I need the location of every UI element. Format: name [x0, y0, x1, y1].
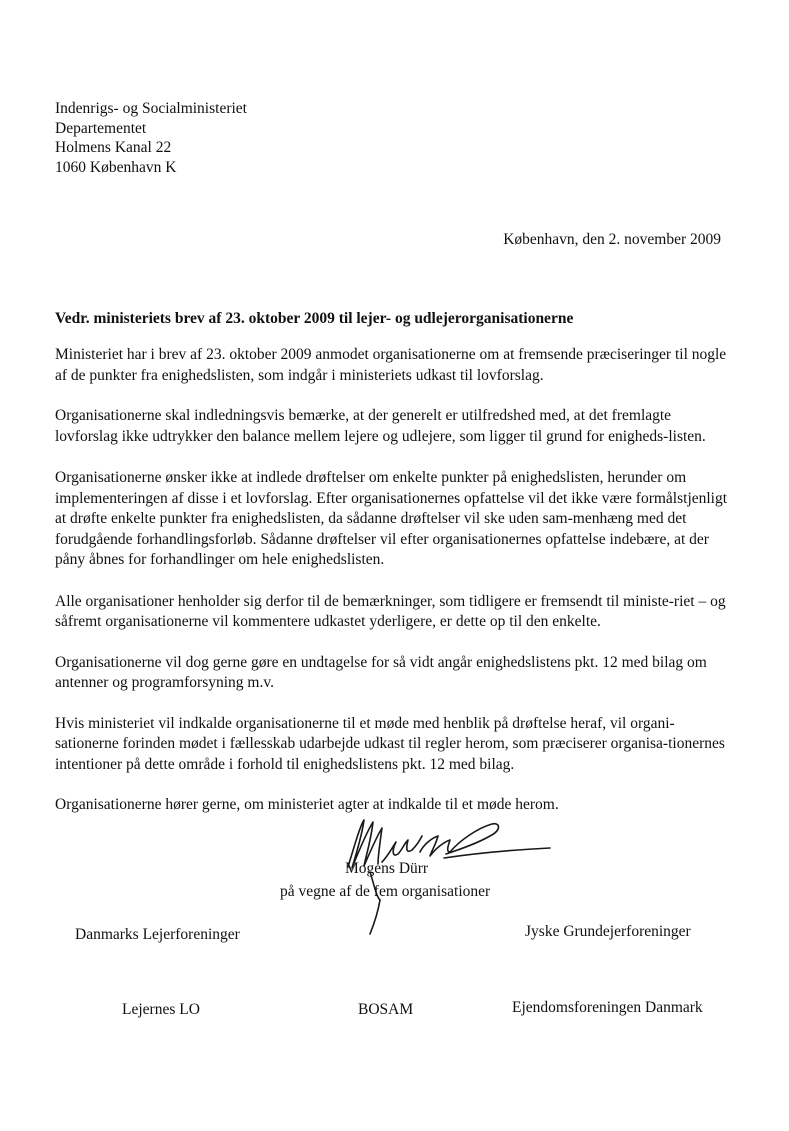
body-paragraph: Alle organisationer henholder sig derfor til de bemærkninger, som tidligere er fremsendt til ministe-riet – og såfremt organisationerne vil kommentere udkastet yderligere, er dette op til den enkelte. — [55, 592, 726, 630]
body-paragraph: Organisationerne ønsker ikke at indlede drøftelser om enkelte punkter på enighedslisten, herunder om implementeringen af disse i et lovforslag. Efter organisationernes opfattelse vil det ikke være formålstjenligt at drøfte enkelte punkter fra enighedslisten, da sådanne drøftelser vil ske uden sam-menhæng med det forudgående forhandlingsforløb. Sådanne drøftelser vil efter organisationernes opfattelse indebære, at der påny åbnes for forhandlinger om hele enighedslisten. — [55, 469, 728, 568]
body-paragraph: Ministeriet har i brev af 23. oktober 2009 anmodet organisationerne om at fremsende præciseringer til nogle af de punkter fra enighedslisten, som indgår i ministeriets udkast til lovforslag. — [55, 346, 727, 384]
letter-date: København, den 2. november 2009 — [503, 231, 721, 248]
org-bosam: BOSAM — [358, 1001, 414, 1018]
signer-role: på vegne af de fem organisationer — [280, 883, 491, 900]
recipient-line: 1060 København K — [55, 158, 177, 176]
signer-name: Mogens Dürr — [345, 860, 429, 877]
recipient-line: Holmens Kanal 22 — [55, 139, 172, 156]
letter-body — [55, 345, 735, 816]
letter-subject: Vedr. ministeriets brev af 23. oktober 2009 til lejer- og udlejerorganisationerne — [55, 310, 574, 327]
handwritten-signature — [340, 812, 555, 937]
recipient-line: Departementet — [55, 119, 147, 137]
body-paragraph: Hvis ministeriet vil indkalde organisationerne til et møde med henblik på drøftelse heraf, vil organi-sationerne forinden mødet i fællesskab udarbejde udkast til regler herom, som præciserer organisa-tionernes intentioner på dette område i forhold til enighedslistens pkt. 12 med bilag. — [55, 714, 725, 773]
body-paragraph: Organisationerne hører gerne, om ministeriet agter at indkalde til et møde herom. — [55, 796, 559, 813]
org-ejendomsforeningen-danmark: Ejendomsforeningen Danmark — [512, 999, 703, 1016]
org-lejernes-lo: Lejernes LO — [122, 1001, 200, 1018]
recipient-address — [55, 99, 247, 177]
body-paragraph: Organisationerne vil dog gerne gøre en undtagelse for så vidt angår enighedslistens pkt. 12 med bilag om antenner og programforsyning m.v. — [55, 653, 707, 691]
body-paragraph: Organisationerne skal indledningsvis bemærke, at der generelt er utilfredshed med, at det fremlagte lovforslag ikke udtrykker den balance mellem lejere og udlejere, som ligger til grund for enigheds-listen. — [55, 407, 706, 445]
recipient-line: Indenrigs- og Socialministeriet — [55, 100, 247, 117]
org-danmarks-lejerforeninger: Danmarks Lejerforeninger — [75, 926, 240, 943]
org-jyske-grundejerforeninger: Jyske Grundejerforeninger — [525, 923, 691, 940]
